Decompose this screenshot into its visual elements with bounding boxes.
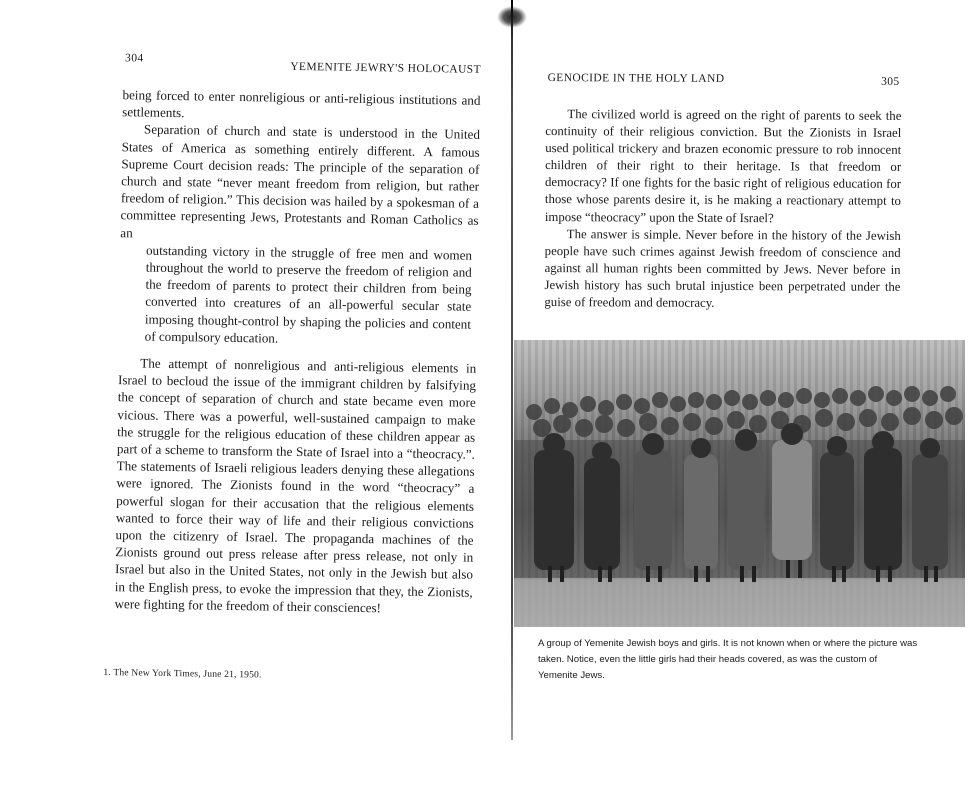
right-page (540, 0, 902, 310)
photo-figures (514, 340, 965, 627)
left-body-text (114, 86, 480, 618)
left-running-title: YEMENITE JEWRY'S HOLOCAUST (290, 60, 482, 76)
left-page-number: 304 (124, 52, 144, 65)
right-running-title: GENOCIDE IN THE HOLY LAND (547, 72, 725, 85)
right-running-head (540, 72, 902, 94)
left-paragraph-2: Separation of church and state is understood in the United States of America as something entirely different. A famous Supreme Court decision reads: The principle of the separation of church and state “never meant freedom from religion, but rather freedom of religion.” This decision was hailed by a spokesman of a committee representing Jews, Protestants and Roman Catholics as an (120, 121, 481, 241)
photo-caption (538, 636, 918, 684)
left-page (103, 0, 482, 681)
right-body-text (544, 106, 901, 313)
group-photograph (514, 340, 965, 627)
left-paragraph-3: The attempt of nonreligious and anti-religious elements in Israel to becloud the issue of the immigrant children by falsifying the concept of separation of church and state became even more vicious. There was a powerful, well-sustained campaign to make the struggle for the religious education of these children appear as part of a scheme to transform the State of Israel into a “theocracy.”. The statements of Israeli religious leaders denying these allegations were ignored. The Zionists found in the word “theocracy” a powerful slogan for their accusation that the religious elements wanted to force their way of life and their religious convictions upon the citizenry of Israel. The propaganda machines of the Zionists ground out press release after press release, not only in Israel but also in the United States, not only in the Jewish but also in the English press, to evoke the impression that they, the Zionists, were fighting for the freedom of their consciences! (114, 355, 477, 616)
block-quote: outstanding victory in the struggle of free men and women throughout the world to preserve the freedom of religion and the freedom of parents to protect their children from being converted into creatures of an all-powerful secular state imposing thought-control by shaping the policies and content of compulsory education. (144, 242, 473, 346)
footnote: 1. The New York Times, June 21, 1950. (103, 667, 262, 681)
left-running-head (109, 52, 481, 78)
right-paragraph-2: The answer is simple. Never before in the history of the Jewish people have such crimes against Jewish freedom of conscience and against all human rights been committed by Jews. Never before in Jewish history has such brutal injustice been perpetrated under the guise of freedom and democracy. (544, 226, 901, 310)
right-paragraph-1: The civilized world is agreed on the right of parents to seek the continuity of their religious conviction. But the Zionists in Israel used political trickery and brazen economic pressure to rob innocent children of their right to their heritage. Is that freedom or democracy? If one fights for the basic right of religious education for those whose parents desire it, is he making a reactionary attempt to impose “theocracy” upon the State of Israel? (544, 107, 902, 225)
caption-text: A group of Yemenite Jewish boys and girls. It is not known when or where the picture was taken. Notice, even the little girls had their heads covered, as was the custom of Yemenite Jews. (538, 638, 918, 681)
left-paragraph-1: being forced to enter nonreligious or anti-religious institutions and settlements. (122, 87, 481, 121)
right-page-number: 305 (881, 75, 900, 88)
book-gutter (511, 0, 513, 740)
